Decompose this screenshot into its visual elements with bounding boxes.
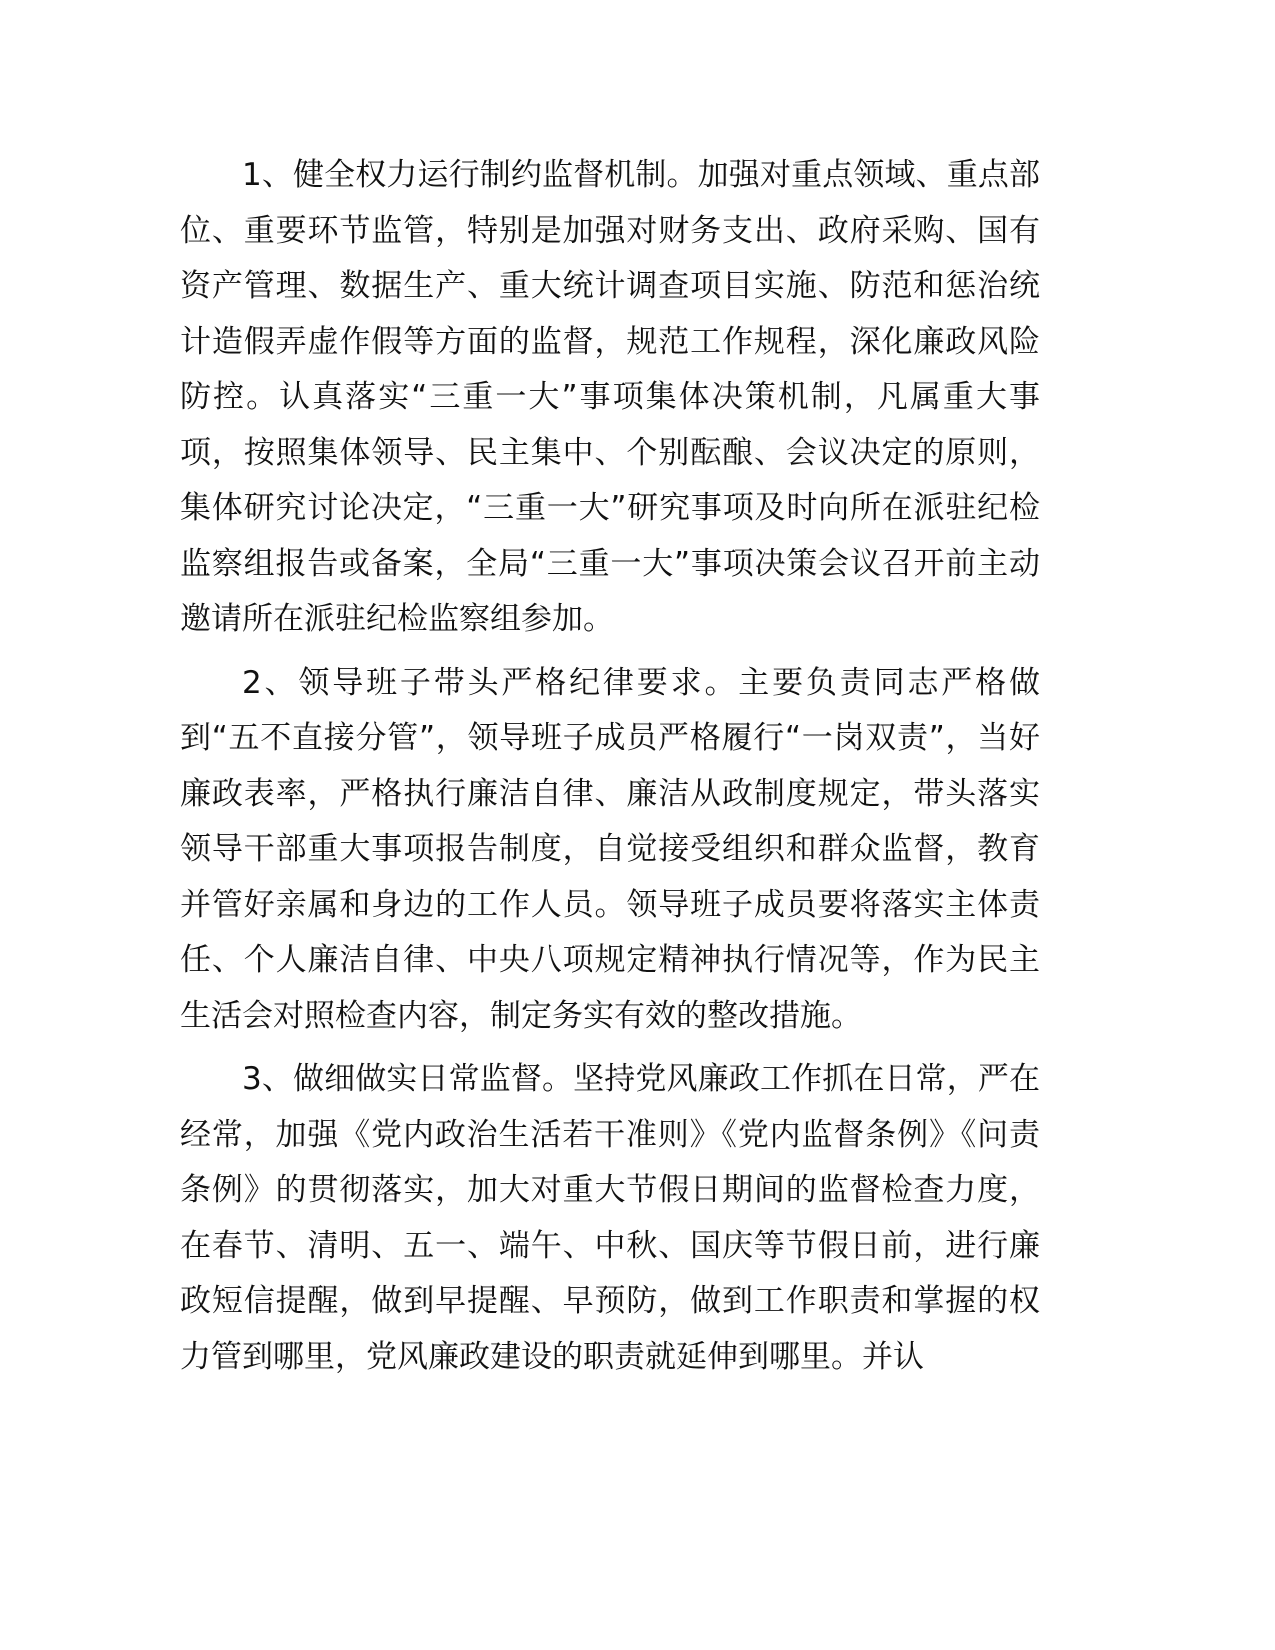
document-body xyxy=(180,148,1040,1385)
paragraph-1: 1、健全权力运行制约监督机制。加强对重点领域、重点部位、重要环节监管，特别是加强对财务支出、政府采购、国有资产管理、数据生产、重大统计调查项目实施、防范和惩治统计造假弄虚作假等方面的监督，规范工作规程，深化廉政风险防控。认真落实“三重一大”事项集体决策机制，凡属重大事项，按照集体领导、民主集中、个别酝酿、会议决定的原则，集体研究讨论决定，“三重一大”研究事项及时向所在派驻纪检监察组报告或备案，全局“三重一大”事项决策会议召开前主动邀请所在派驻纪检监察组参加。 xyxy=(180,157,1040,637)
paragraph-3: 3、做细做实日常监督。坚持党风廉政工作抓在日常，严在经常，加强《党内政治生活若干准则》《党内监督条例》《问责条例》的贯彻落实，加大对重大节假日期间的监督检查力度，在春节、清明、五一、端午、中秋、国庆等节假日前，进行廉政短信提醒，做到早提醒、早预防，做到工作职责和掌握的权力管到哪里，党风廉政建设的职责就延伸到哪里。并认 xyxy=(180,1061,1040,1375)
paragraph-2: 2、领导班子带头严格纪律要求。主要负责同志严格做到“五不直接分管”，领导班子成员严格履行“一岗双责”，当好廉政表率，严格执行廉洁自律、廉洁从政制度规定，带头落实领导干部重大事项报告制度，自觉接受组织和群众监督，教育并管好亲属和身边的工作人员。领导班子成员要将落实主体责任、个人廉洁自律、中央八项规定精神执行情况等，作为民主生活会对照检查内容，制定务实有效的整改措施。 xyxy=(180,664,1040,1034)
